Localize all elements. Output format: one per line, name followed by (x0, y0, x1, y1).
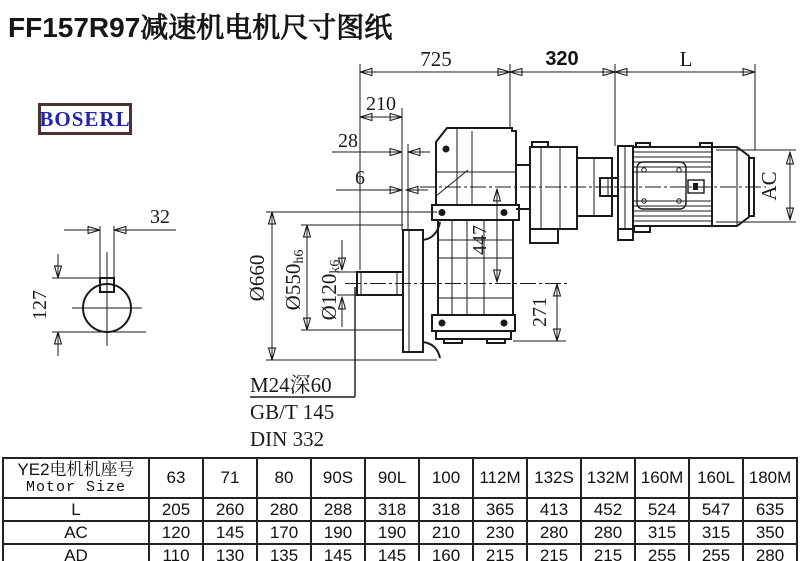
table-cell: 260 (203, 498, 257, 521)
table-cell: 318 (419, 498, 473, 521)
col-header-180M: 180M (743, 458, 797, 498)
col-header-90S: 90S (311, 458, 365, 498)
dimension-320 (510, 48, 615, 72)
table-cell: 145 (311, 544, 365, 561)
dim-447-label: 447 (469, 225, 491, 255)
col-header-100: 100 (419, 458, 473, 498)
table-cell: 318 (365, 498, 419, 521)
table-cell: 315 (689, 521, 743, 544)
row-label-L: L (3, 498, 149, 521)
table-cell: 280 (257, 498, 311, 521)
note-gbt145: GB/T 145 (250, 400, 335, 424)
dimension-L (615, 47, 755, 72)
table-cell: 170 (257, 521, 311, 544)
col-header-71: 71 (203, 458, 257, 498)
dimension-28 (332, 130, 430, 152)
dimension-210 (360, 93, 402, 117)
dimension-AC (757, 152, 790, 220)
table-cell: 230 (473, 521, 527, 544)
motor-size-header-cell (3, 458, 149, 498)
dimension-271 (529, 284, 557, 341)
col-header-132M: 132M (581, 458, 635, 498)
table-cell: 145 (203, 521, 257, 544)
dim-127-label: 127 (29, 290, 51, 320)
dim-28-label: 28 (338, 130, 358, 152)
motor-size-table (2, 457, 798, 561)
table-cell: 135 (257, 544, 311, 561)
dim-32-label: 32 (150, 206, 170, 228)
output-flange-shaft (357, 222, 440, 358)
dim-210-label: 210 (366, 93, 396, 115)
size-table-head-row (3, 458, 797, 498)
table-cell: 145 (365, 544, 419, 561)
dimension-447 (469, 189, 497, 282)
row-label-AD: AD (3, 544, 149, 561)
table-cell: 190 (311, 521, 365, 544)
dim-dia550-label (281, 250, 307, 311)
size-table-body (3, 498, 797, 561)
boserl-logo-text: BOSERL (39, 106, 131, 131)
table-cell: 524 (635, 498, 689, 521)
shaft-end-view (29, 206, 176, 356)
dim-AC-label: AC (757, 171, 781, 201)
col-header-112M: 112M (473, 458, 527, 498)
table-cell: 210 (419, 521, 473, 544)
table-cell: 255 (689, 544, 743, 561)
table-cell: 215 (527, 544, 581, 561)
table-cell: 547 (689, 498, 743, 521)
table-cell: 110 (149, 544, 203, 561)
dim-L-label: L (679, 47, 693, 71)
col-header-132S: 132S (527, 458, 581, 498)
table-cell: 255 (635, 544, 689, 561)
dim-725-label: 725 (420, 47, 452, 71)
note-m24: M24深60 (250, 373, 332, 397)
note-din332: DIN 332 (250, 427, 325, 451)
col-header-80: 80 (257, 458, 311, 498)
table-cell: 413 (527, 498, 581, 521)
table-cell: 215 (473, 544, 527, 561)
col-header-63: 63 (149, 458, 203, 498)
table-cell: 280 (527, 521, 581, 544)
table-row-AD (3, 544, 797, 561)
table-cell: 205 (149, 498, 203, 521)
dim-6-label: 6 (355, 167, 365, 189)
table-row-AC (3, 521, 797, 544)
dim-dia660-label: Ø660 (245, 254, 269, 302)
table-cell: 280 (581, 521, 635, 544)
motor-size-header-cn: YE2电机机座号 (17, 460, 135, 479)
table-cell: 452 (581, 498, 635, 521)
col-header-90L: 90L (365, 458, 419, 498)
table-cell: 288 (311, 498, 365, 521)
dia550-tolerance: h6 (292, 249, 307, 264)
row-label-AC: AC (3, 521, 149, 544)
dia120-value: Ø120 (317, 273, 341, 321)
table-cell: 315 (635, 521, 689, 544)
motor-size-header-en: Motor Size (25, 479, 126, 496)
table-cell: 190 (365, 521, 419, 544)
table-row-L (3, 498, 797, 521)
table-cell: 350 (743, 521, 797, 544)
motor (618, 143, 754, 240)
dim-271-label: 271 (529, 297, 551, 327)
dimension-6 (336, 167, 428, 190)
col-header-160L: 160L (689, 458, 743, 498)
dim-dia120-label (317, 260, 343, 321)
dimension-725 (360, 47, 510, 72)
dimension-dia660 (245, 212, 272, 360)
table-cell: 160 (419, 544, 473, 561)
table-cell: 635 (743, 498, 797, 521)
dim-320-label: 320 (545, 48, 579, 70)
dimension-dia120k6 (317, 240, 343, 327)
col-header-160M: 160M (635, 458, 689, 498)
table-cell: 365 (473, 498, 527, 521)
table-cell: 120 (149, 521, 203, 544)
table-cell: 130 (203, 544, 257, 561)
page-title: FF157R97减速机电机尺寸图纸 (8, 12, 393, 43)
dia550-value: Ø550 (281, 263, 305, 311)
table-cell: 215 (581, 544, 635, 561)
table-cell: 280 (743, 544, 797, 561)
dia120-tolerance: k6 (328, 259, 343, 274)
input-adapter (516, 142, 618, 243)
dimension-dia550h6 (281, 225, 307, 330)
